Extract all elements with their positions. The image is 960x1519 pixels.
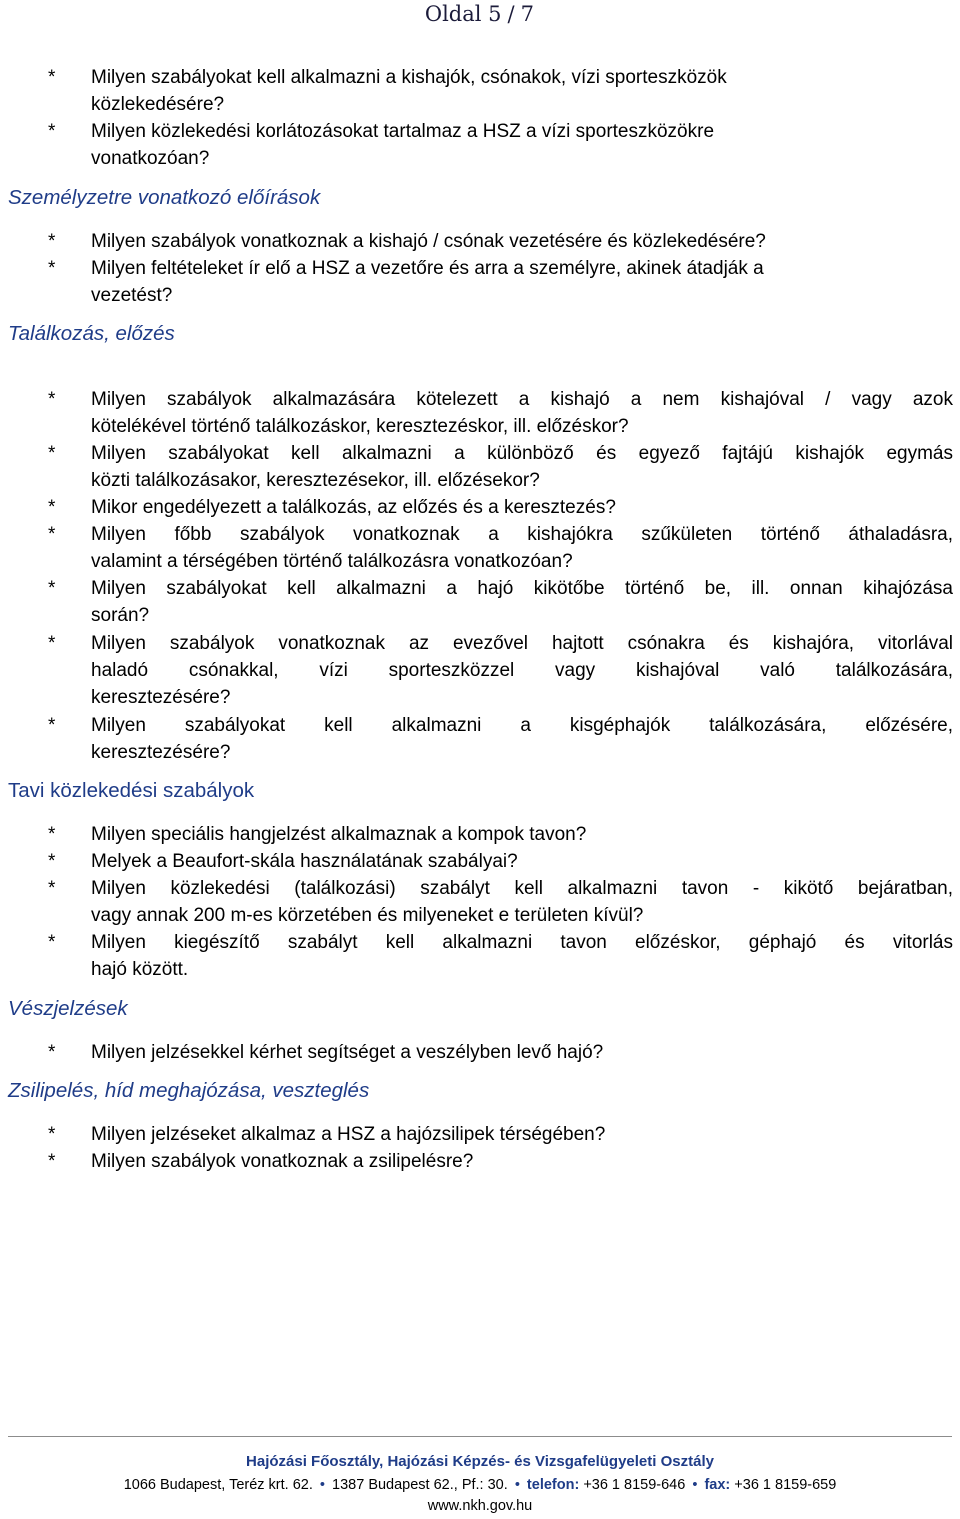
item-line: során? [91, 605, 150, 626]
page-separator: / [507, 2, 515, 26]
footer-separator: • [692, 1477, 698, 1493]
item-line: közlekedésére? [91, 94, 225, 115]
page-number [425, 0, 534, 28]
bullet-marker: * [48, 67, 56, 88]
footer-address-street: 1066 Budapest, Teréz krt. 62. [123, 1477, 313, 1493]
bullet-marker: * [48, 497, 56, 518]
bullet-marker: * [48, 443, 56, 464]
item-line: haladó csónakkal, vízi sporteszközzel vagy kishajóval való találkozására, [91, 660, 953, 681]
page-current: 5 [488, 2, 502, 26]
item-line: közti találkozásakor, keresztezésekor, ill. előzésekor? [91, 470, 540, 491]
bullet-marker: * [48, 851, 56, 872]
item-line: Milyen szabályokat kell alkalmazni a hajó kikötőbe történő be, ill. onnan kihajózása [91, 578, 953, 599]
footer-fax: +36 1 8159-659 [734, 1477, 837, 1493]
item-line: Milyen szabályokat kell alkalmazni a kisgéphajók találkozására, előzésére, [91, 715, 953, 736]
bullet-marker: * [48, 121, 56, 142]
section-heading-zsilipeles: Zsilipelés, híd meghajózása, veszteglés [8, 1079, 370, 1102]
item-line: kötelékével történő találkozáskor, keresztezéskor, ill. előzéskor? [91, 416, 629, 437]
item-line: Mikor engedélyezett a találkozás, az előzés és a keresztezés? [91, 497, 616, 518]
bullet-marker: * [48, 633, 56, 654]
item-line: Milyen szabályok vonatkoznak az evezővel hajtott csónakra és kishajóra, vitorlával [91, 633, 953, 654]
item-line: keresztezésére? [91, 742, 231, 763]
item-line: Milyen jelzéseket alkalmaz a HSZ a hajózsilipek térségében? [91, 1124, 606, 1145]
item-line: Milyen jelzésekkel kérhet segítséget a veszélyben levő hajó? [91, 1042, 604, 1063]
bullet-marker: * [48, 524, 56, 545]
section-heading-szemelyzet: Személyzetre vonatkozó előírások [8, 186, 321, 209]
bullet-marker: * [48, 932, 56, 953]
bullet-marker: * [48, 578, 56, 599]
footer-organization: Hajózási Főosztály, Hajózási Képzés- és Vizsgafelügyeleti Osztály [246, 1453, 714, 1470]
bullet-marker: * [48, 824, 56, 845]
section-heading-talalkozas: Találkozás, előzés [8, 322, 175, 345]
item-line: Milyen kiegészítő szabályt kell alkalmazni tavon előzéskor, géphajó és vitorlás [91, 932, 953, 953]
item-line: Milyen szabályokat kell alkalmazni a különböző és egyező fajtájú kishajók egymás [91, 443, 953, 464]
item-line: Milyen szabályok vonatkoznak a kishajó / csónak vezetésére és közlekedésére? [91, 231, 766, 252]
bullet-marker: * [48, 878, 56, 899]
bullet-marker: * [48, 1124, 56, 1145]
footer-phone-label: telefon: [526, 1477, 580, 1493]
item-line: Milyen speciális hangjelzést alkalmaznak a kompok tavon? [91, 824, 587, 845]
bullet-marker: * [48, 389, 56, 410]
section-heading-tavi: Tavi közlekedési szabályok [8, 779, 255, 802]
footer-divider [8, 1436, 952, 1437]
item-line: Melyek a Beaufort-skála használatának szabályai? [91, 851, 518, 872]
footer-address-po: 1387 Budapest 62., Pf.: 30. [332, 1477, 508, 1493]
footer-separator: • [514, 1477, 520, 1493]
footer-contact [0, 1475, 960, 1495]
page-total: 7 [520, 2, 534, 26]
item-line: vagy annak 200 m-es körzetében és milyeneket e területen kívül? [91, 905, 644, 926]
item-line: vezetést? [91, 285, 173, 306]
item-line: vonatkozóan? [91, 148, 210, 169]
item-line: Milyen szabályok vonatkoznak a zsilipelésre? [91, 1151, 474, 1172]
bullet-marker: * [48, 231, 56, 252]
item-line: Milyen szabályokat kell alkalmazni a kishajók, csónakok, vízi sporteszközök [91, 67, 727, 88]
item-line: Milyen közlekedési korlátozásokat tartalmaz a HSZ a vízi sporteszközökre [91, 121, 715, 142]
item-line: Milyen közlekedési (találkozási) szabályt kell alkalmazni tavon - kikötő bejáratban, [91, 878, 953, 899]
bullet-marker: * [48, 1042, 56, 1063]
item-line: Milyen szabályok alkalmazására kötelezett a kishajó a nem kishajóval / vagy azok [91, 389, 953, 410]
footer-separator: • [319, 1477, 325, 1493]
item-line: valamint a térségében történő találkozásra vonatkozóan? [91, 551, 573, 572]
item-line: Milyen feltételeket ír elő a HSZ a vezetőre és arra a személyre, akinek átadják a [91, 258, 764, 279]
item-line: Milyen főbb szabályok vonatkoznak a kishajókra szűkületen történő áthaladásra, [91, 524, 953, 545]
item-line: hajó között. [91, 959, 189, 980]
item-line: keresztezésére? [91, 687, 231, 708]
bullet-marker: * [48, 258, 56, 279]
section-heading-veszjelzesek: Vészjelzések [8, 997, 128, 1020]
footer-fax-label: fax: [704, 1477, 731, 1493]
bullet-marker: * [48, 1151, 56, 1172]
footer-website-link[interactable]: www.nkh.gov.hu [427, 1498, 533, 1514]
page-label: Oldal [424, 2, 482, 26]
footer-phone: +36 1 8159-646 [583, 1477, 686, 1493]
bullet-marker: * [48, 715, 56, 736]
